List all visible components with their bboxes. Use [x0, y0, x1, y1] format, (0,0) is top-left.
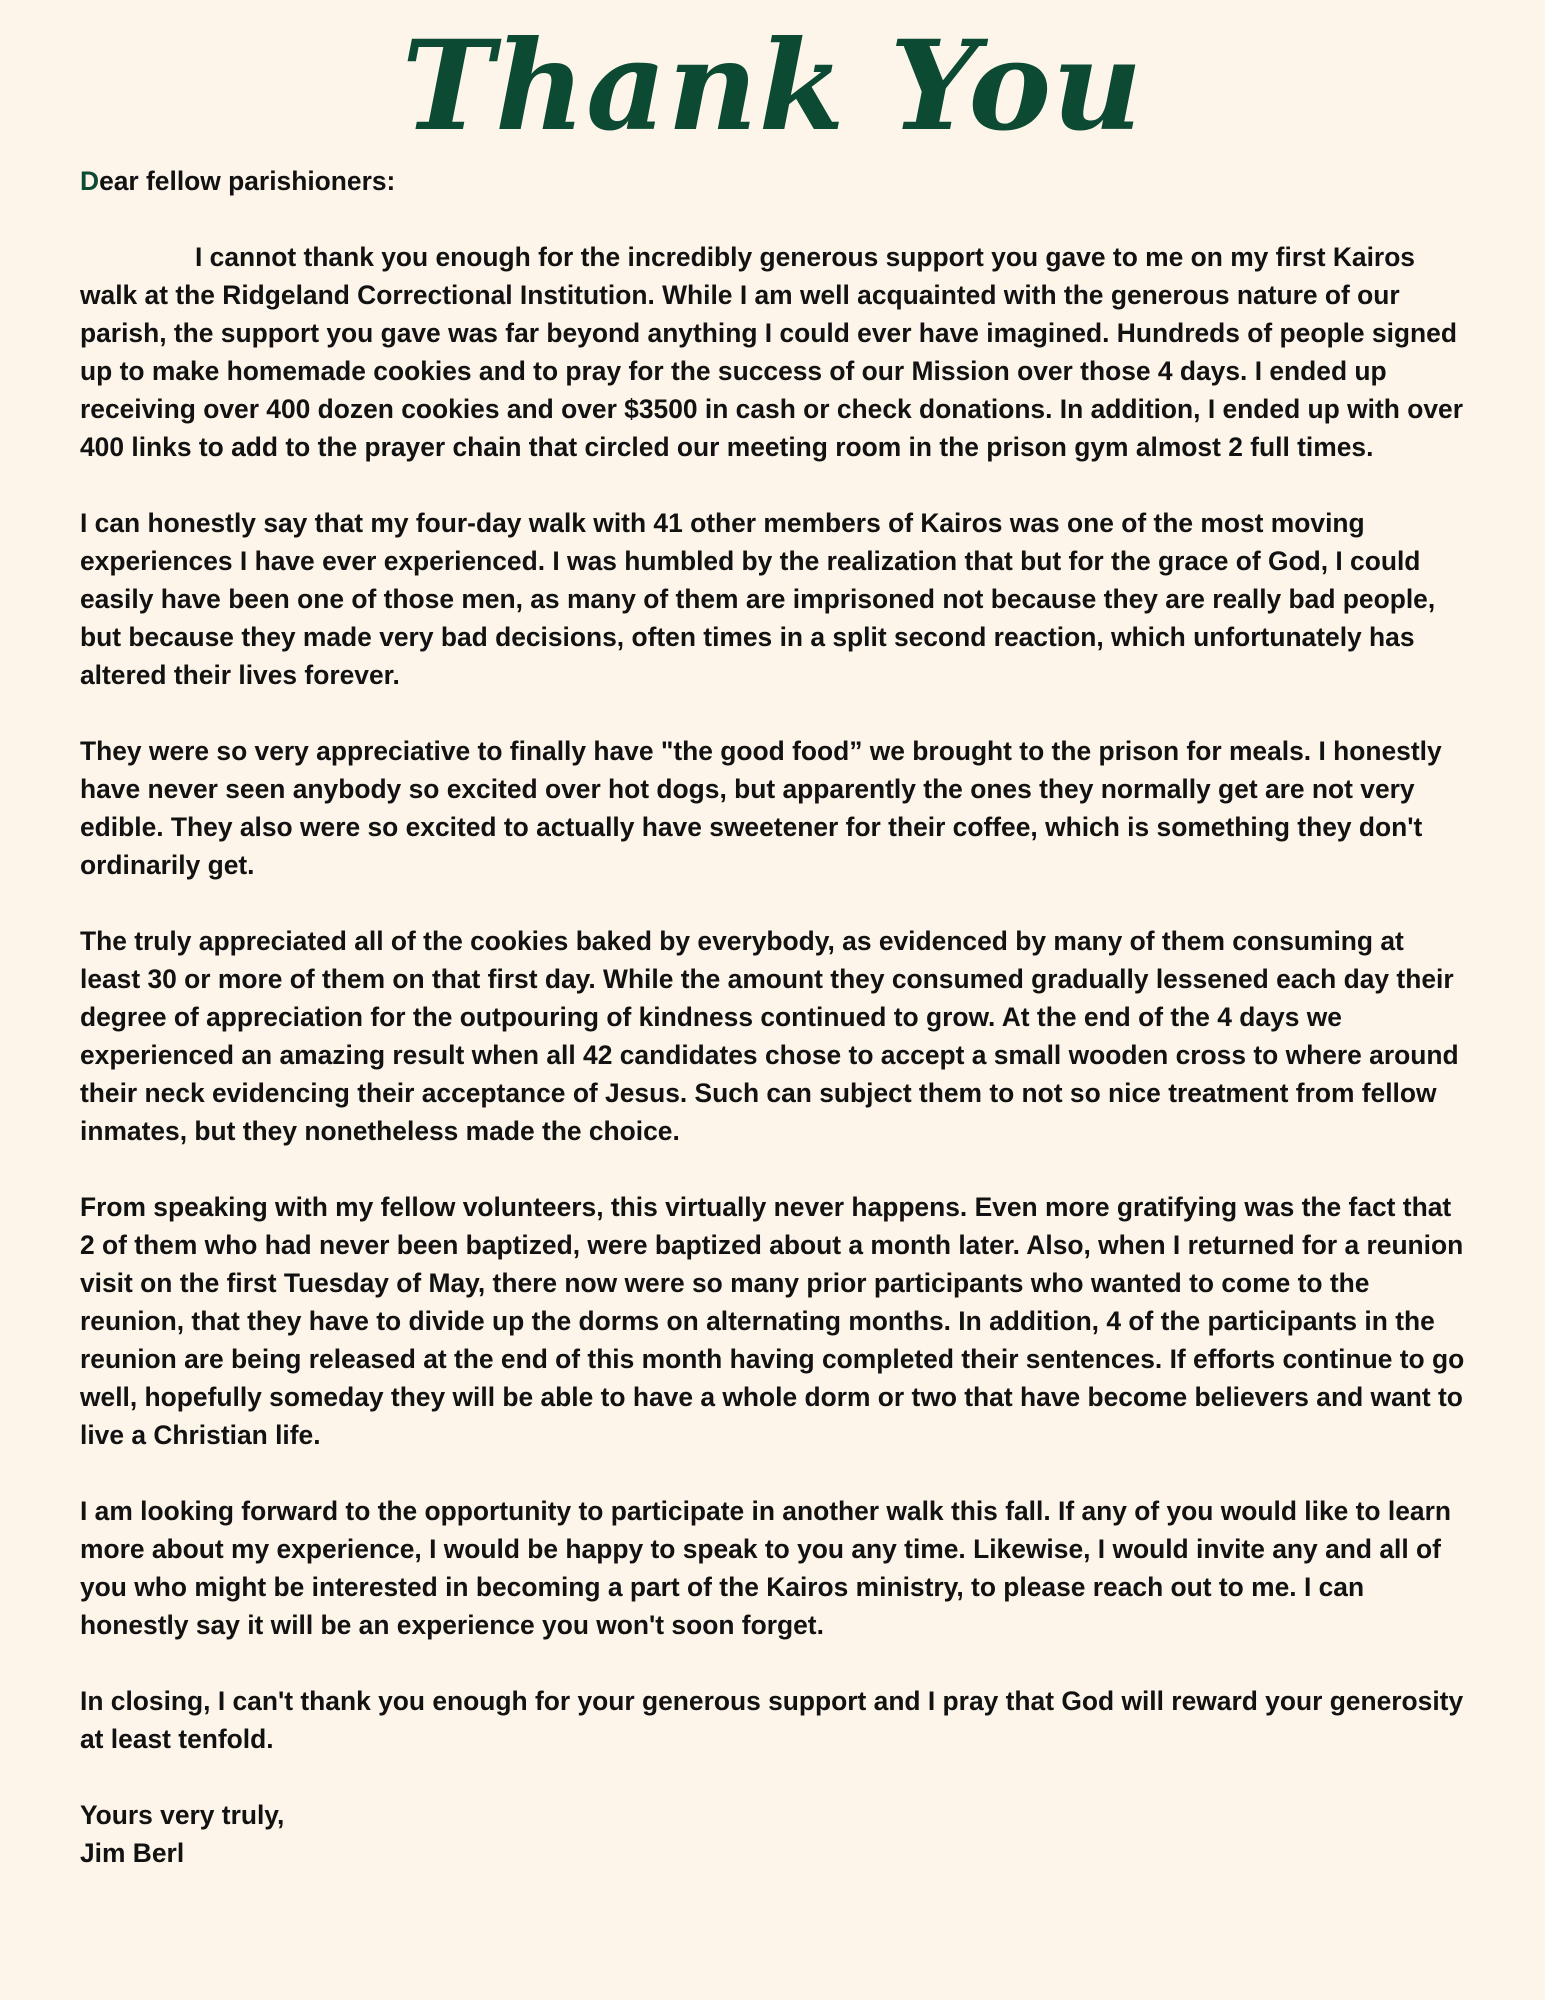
paragraph-3: They were so very appreciative to finally have "the good food” we brought to the prison for meals. I honestly have never seen anybody so excited over hot dogs, but apparently the ones they normally get are not very edible. They also were so excited to actually have sweetener for their coffee, which is something they don't ordinarily get.	[80, 736, 1442, 880]
signature: Jim Berl	[80, 1838, 185, 1868]
paragraph-5: From speaking with my fellow volunteers, this virtually never happens. Even more gratifying was the fact that 2 of them who had never been baptized, were baptized about a month later. Also, when I returned for a reunion visit on the first Tuesday of May, there now were so many prior participants who wanted to come to the reunion, that they have to divide up the dorms on alternating months. In addition, 4 of the participants in the reunion are being released at the end of this month having completed their sentences. If efforts continue to go well, hopefully someday they will be able to have a whole dorm or two that have become believers and want to live a Christian life.	[80, 1192, 1465, 1450]
salutation-text: ear fellow parishioners:	[99, 166, 396, 196]
paragraph-7: In closing, I can't thank you enough for your generous support and I pray that God will reward your generosity at least tenfold.	[80, 1686, 1464, 1754]
paragraph-4: The truly appreciated all of the cookies baked by everybody, as evidenced by many of them consuming at least 30 or more of them on that first day. While the amount they consumed gradually lessened each day their degree of appreciation for the outpouring of kindness continued to grow. At the end of the 4 days we experienced an amazing result when all 42 candidates chose to accept a small wooden cross to where around their neck evidencing their acceptance of Jesus. Such can subject them to not so nice treatment from fellow inmates, but they nonetheless made the choice.	[80, 926, 1459, 1146]
salutation-initial: D	[80, 166, 100, 196]
paragraph-1: I cannot thank you enough for the incredibly generous support you gave to me on my first Kairos walk at the Ridgeland Correctional Institution. While I am well acquainted with the generous nature of our parish, the support you gave was far beyond anything I could ever have imagined. Hundreds of people signed up to make homemade cookies and to pray for the success of our Mission over those 4 days. I ended up receiving over 400 dozen cookies and over $3500 in cash or check donations. In addition, I ended up with over 400 links to add to the prayer chain that circled our meeting room in the prison gym almost 2 full times.	[80, 242, 1463, 462]
salutation	[80, 162, 1470, 200]
page-title: Thank You	[401, 14, 1144, 159]
signoff: Yours very truly,	[80, 1800, 285, 1830]
letter-body	[80, 162, 1470, 1872]
paragraph-6: I am looking forward to the opportunity to participate in another walk this fall. If any of you would like to learn more about my experience, I would be happy to speak to you any time. Likewise, I would invite any and all of you who might be interested in becoming a part of the Kairos ministry, to please reach out to me. I can honestly say it will be an experience you won't soon forget.	[80, 1496, 1451, 1640]
paragraph-2: I can honestly say that my four-day walk with 41 other members of Kairos was one of the most moving experiences I have ever experienced. I was humbled by the realization that but for the grace of God, I could easily have been one of those men, as many of them are imprisoned not because they are really bad people, but because they made very bad decisions, often times in a split second reaction, which unfortunately has altered their lives forever.	[80, 508, 1436, 690]
